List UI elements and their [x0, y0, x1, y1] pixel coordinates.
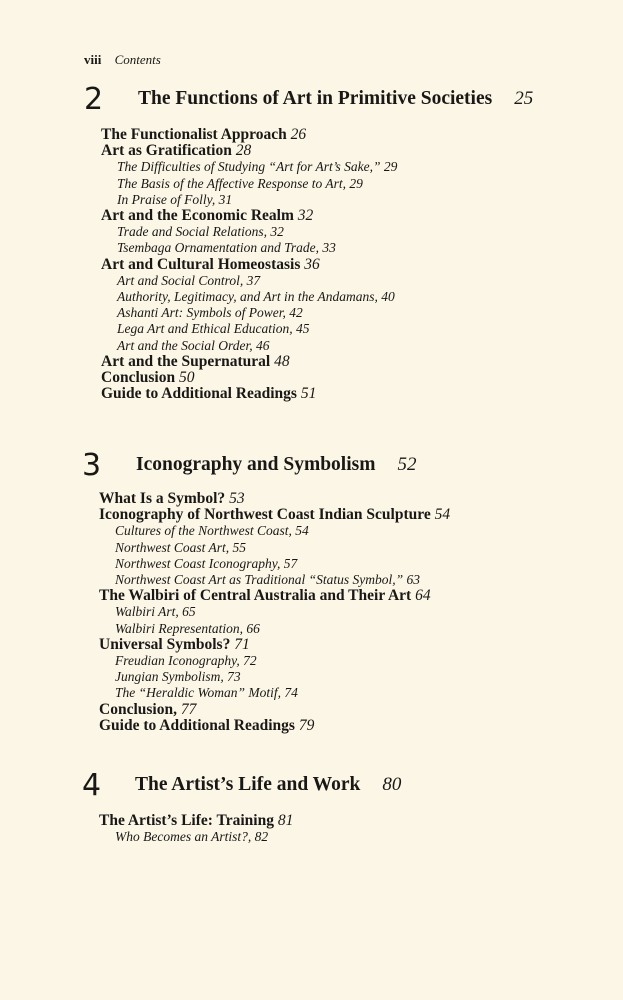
toc-section[interactable]: Guide to Additional Readings 51 [101, 385, 317, 403]
toc-section[interactable]: The Walbiri of Central Australia and Their Art 64 [99, 587, 431, 605]
running-head-label: Contents [114, 52, 161, 67]
chapter-title: The Artist’s Life and Work 80 [135, 774, 402, 795]
toc-section[interactable]: The Functionalist Approach 26 [101, 126, 307, 143]
toc-section[interactable]: Art and Cultural Homeostasis 36 [101, 255, 320, 273]
toc-subsection[interactable]: Lega Art and Ethical Education, 45 [117, 321, 310, 337]
chapter-page: 52 [397, 454, 417, 475]
chapter-heading [0, 82, 623, 118]
chapter-number: 4 [82, 768, 102, 803]
toc-subsection[interactable]: The “Heraldic Woman” Motif, 74 [115, 685, 298, 701]
toc-subsection[interactable]: The Basis of the Affective Response to Art, 29 [117, 175, 363, 191]
toc-section[interactable]: The Artist’s Life: Training 81 [99, 812, 294, 829]
toc-subsection[interactable]: Who Becomes an Artist?, 82 [115, 829, 269, 845]
toc-section[interactable]: Art and the Supernatural 48 [101, 352, 290, 370]
toc-subsection[interactable]: Tsembaga Ornamentation and Trade, 33 [117, 240, 336, 256]
toc-section[interactable]: Guide to Additional Readings 79 [99, 716, 315, 734]
toc-section[interactable]: Iconography of Northwest Coast Indian Sculpture 54 [99, 506, 451, 524]
chapter-title: Iconography and Symbolism 52 [136, 454, 417, 475]
chapter-entries [101, 127, 397, 402]
toc-subsection[interactable]: Art and Social Control, 37 [117, 272, 261, 288]
toc-subsection[interactable]: In Praise of Folly, 31 [117, 191, 233, 207]
chapter-entries [99, 813, 293, 845]
toc-subsection[interactable]: The Difficulties of Studying “Art for Art’s Sake,” 29 [117, 159, 398, 175]
chapter-2 [0, 82, 623, 403]
chapter-number: 2 [84, 82, 104, 117]
toc-subsection[interactable]: Northwest Coast Art as Traditional “Status Symbol,” 63 [115, 572, 421, 588]
chapter-heading [0, 768, 623, 804]
toc-section[interactable]: Art as Gratification 28 [101, 142, 252, 160]
toc-section[interactable]: Conclusion, 77 [99, 700, 197, 718]
toc-subsection[interactable]: Jungian Symbolism, 73 [115, 669, 241, 685]
chapter-number: 3 [82, 448, 102, 483]
toc-subsection[interactable]: Freudian Iconography, 72 [115, 653, 257, 669]
chapter-4 [0, 768, 623, 845]
toc-subsection[interactable]: Art and the Social Order, 46 [117, 337, 270, 353]
toc-subsection[interactable]: Trade and Social Relations, 32 [117, 224, 284, 240]
toc-subsection[interactable]: Northwest Coast Art, 55 [115, 539, 247, 555]
chapter-3 [0, 448, 623, 734]
toc-subsection[interactable]: Walbiri Representation, 66 [115, 620, 260, 636]
chapter-heading [0, 448, 623, 484]
toc-section[interactable]: Conclusion 50 [101, 369, 195, 387]
toc-subsection[interactable]: Authority, Legitimacy, and Art in the Andamans, 40 [117, 289, 395, 305]
chapter-page: 25 [514, 88, 534, 109]
page-folio: viii [84, 52, 102, 67]
toc-subsection[interactable]: Cultures of the Northwest Coast, 54 [115, 523, 309, 539]
toc-subsection[interactable]: Walbiri Art, 65 [115, 604, 196, 620]
toc-section[interactable]: Universal Symbols? 71 [99, 635, 250, 653]
toc-section[interactable]: What Is a Symbol? 53 [99, 490, 245, 507]
chapter-entries [99, 491, 450, 734]
toc-subsection[interactable]: Northwest Coast Iconography, 57 [115, 555, 298, 571]
toc-subsection[interactable]: Ashanti Art: Symbols of Power, 42 [117, 305, 303, 321]
chapter-title: The Functions of Art in Primitive Societies 25 [138, 88, 534, 109]
running-head [84, 52, 161, 68]
chapter-page: 80 [382, 774, 402, 795]
toc-section[interactable]: Art and the Economic Realm 32 [101, 207, 314, 225]
